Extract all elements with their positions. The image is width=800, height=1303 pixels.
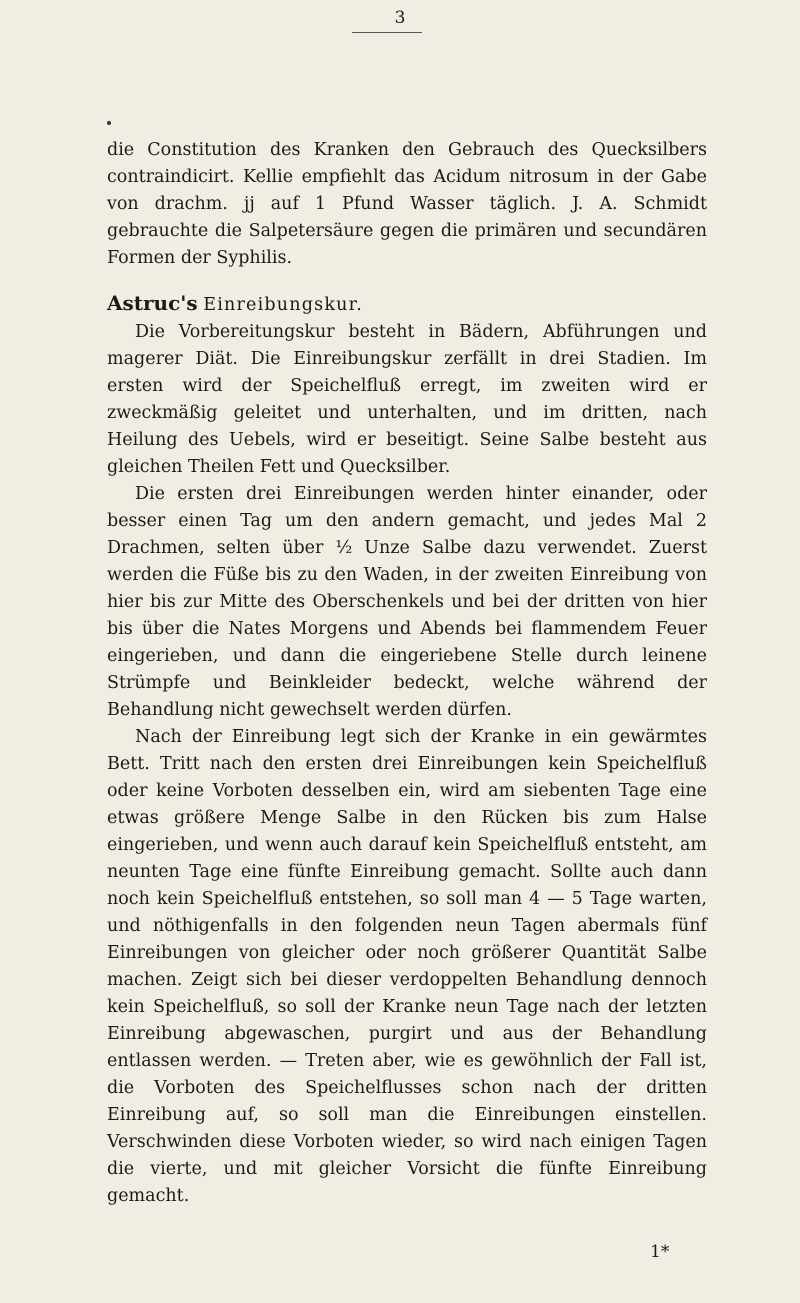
page-signature: 1* [650, 1242, 670, 1262]
bullet-mark [107, 121, 111, 125]
page-number: 3 [394, 8, 406, 28]
section-heading-name: Astruc's [107, 291, 198, 315]
header-rule [352, 32, 422, 33]
paragraph-einreibungen: Die ersten drei Einreibungen werden hinter einander, oder besser einen Tag um den andern gemacht, und jedes Mal 2 Drachmen, selten über ½ Unze Salbe dazu verwendet. Zuerst werden die Füße bis zu den Waden, in der zweiten Einreibung von hier bis zur Mitte des Oberschenkels und bei der dritten von hier bis über die Nates Morgens und Abends bei flammendem Feuer eingerieben, und dann die eingeriebene Stelle durch leinene Strümpfe und Beinkleider bedeckt, welche während der Behandlung nicht gewechselt werden dürfen. [107, 484, 707, 720]
section-heading [107, 290, 707, 319]
paragraph-vorbereitungskur: Die Vorbereitungskur besteht in Bädern, Abführungen und magerer Diät. Die Einreibungskur zerfällt in drei Stadien. Im ersten wird der Speichelfluß erregt, im zweiten wird er zweckmäßig geleitet und unterhalten, und im dritten, nach Heilung des Uebels, wird er beseitigt. Seine Salbe besteht aus gleichen Theilen Fett und Quecksilber. [107, 322, 707, 477]
section-heading-rest: Einreibungskur. [203, 295, 364, 315]
body-text [107, 137, 707, 1210]
paragraph-intro: die Constitution des Kranken den Gebrauch des Quecksilbers contraindicirt. Kellie empfiehlt das Acidum nitrosum in der Gabe von drachm. jj auf 1 Pfund Wasser täglich. J. A. Schmidt gebrauchte die Salpetersäure gegen die primären und secundären Formen der Syphilis. [107, 140, 707, 268]
paragraph-nach-einreibung: Nach der Einreibung legt sich der Kranke in ein gewärmtes Bett. Tritt nach den ersten drei Einreibungen kein Speichelfluß oder keine Vorboten desselben ein, wird am siebenten Tage eine etwas größere Menge Salbe in den Rücken bis zum Halse eingerieben, und wenn auch darauf kein Speichelfluß entsteht, am neunten Tage eine fünfte Einreibung gemacht. Sollte auch dann noch kein Speichelfluß entstehen, so soll man 4 — 5 Tage warten, und nöthigenfalls in den folgenden neun Tagen abermals fünf Einreibungen von gleicher oder noch größerer Quantität Salbe machen. Zeigt sich bei dieser verdoppelten Behandlung dennoch kein Speichelfluß, so soll der Kranke neun Tage nach der letzten Einreibung abgewaschen, purgirt und aus der Behandlung entlassen werden. — Treten aber, wie es gewöhnlich der Fall ist, die Vorboten des Speichelflusses schon nach der dritten Einreibung auf, so soll man die Einreibungen einstellen. Verschwinden diese Vorboten wieder, so wird nach einigen Tagen die vierte, und mit gleicher Vorsicht die fünfte Einreibung gemacht. [107, 727, 707, 1206]
